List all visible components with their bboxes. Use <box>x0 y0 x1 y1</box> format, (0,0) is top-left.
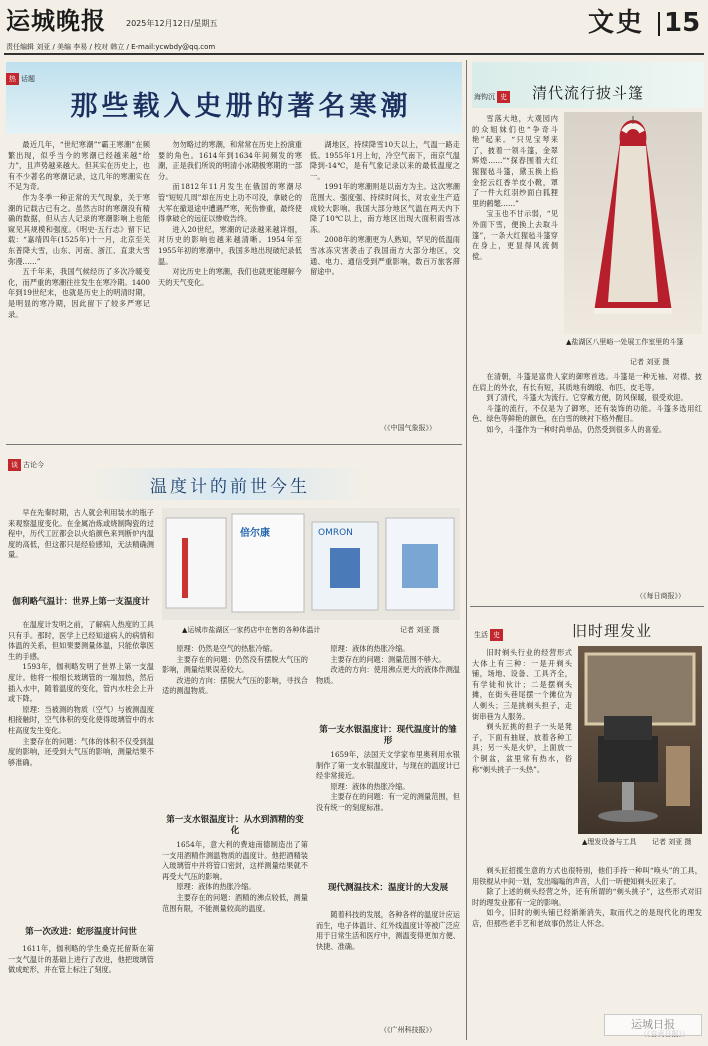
section-divider <box>658 12 660 36</box>
brand-label-2: OMRON <box>318 528 353 538</box>
paragraph: 剃头匠招揽生意的方式也很特别，他们手持一种叫“唤头”的工具，用铁棍从中间一划，发出嗡嗡的声音，人们一听便知剃头匠来了。 <box>472 866 702 886</box>
paragraph: 1654年，意大利的费迪南德制造出了第一支用酒精作测温物质的温度计。他把酒精装入玻璃管中并将管口密封，这样测量结果就不再受大气压的影响。 <box>162 840 308 881</box>
art3-colB <box>162 644 308 804</box>
art3-colC-end <box>316 910 460 1022</box>
paragraph: 1611年，伽利略的学生桑克托留斯在第一支气温计的基础上进行了改进，他把玻璃管做成蛇形，并在管上标注了刻度。 <box>8 944 154 975</box>
art3-photo-credit: 记者 刘亚 摄 <box>400 626 440 634</box>
paragraph: 如今，旧时的剃头铺已经渐渐消失，取而代之的是现代化的理发店，但那些老手艺和老故事仍然让人怀念。 <box>472 908 702 928</box>
art3-tag-char: 谈 <box>8 459 21 471</box>
art1-col2 <box>158 140 302 436</box>
art4-body-top <box>472 648 572 864</box>
paragraph: 在温度计发明之前，了解病人热度的工具只有手。那时，医学上已经知道病人的病情和体温的关系，但如果要测量体温，只能依靠医生的手感。 <box>8 620 154 661</box>
art2-tag <box>474 84 510 103</box>
art1-tag-char: 热 <box>6 73 19 85</box>
paragraph: 到了清代，斗篷大为流行。它穿戴方便，防风保暖，很受欢迎。 <box>486 393 688 403</box>
paragraph: 原理：液体的热胀冷缩。 <box>330 644 410 653</box>
art4-tag-text: 生活 <box>474 631 488 639</box>
art4-body-bottom <box>472 866 702 1026</box>
paragraph: 进入20世纪，寒潮的记录越来越详细，对历史的影响也越来越清晰。1954年至1955年初的寒潮中，我国多地出现破纪录低温。 <box>158 224 302 266</box>
art2-header <box>472 62 704 108</box>
paragraph: 原理：仍然是空气的热胀冷缩。 <box>176 644 278 653</box>
paragraph: 随着科技的发展，各种各样的温度计应运而生，电子体温计、红外线温度计等被广泛应用于日常生活和医疗中，测温变得更加方便、快捷、准确。 <box>316 910 460 951</box>
paragraph: 作为冬季一种正常的天气现象，关于寒潮的记载古已有之。虽然古时的寒潮没有精确的数据，但从古人记录的寒潮影响上也能窥见其规模和强度。《明史·五行志》留下记载：“嘉靖四年(1525年)十一月，北京至关东普降大雪，山东、河南、浙江、直隶大雪弥漫……” <box>8 192 150 266</box>
page-number: 15 <box>664 8 701 38</box>
art1-tag <box>6 66 35 85</box>
watermark-logo: 运城日报 <box>604 1014 702 1036</box>
art1-tag-text: 话题 <box>21 75 35 83</box>
art2-tag-char: 史 <box>497 91 510 103</box>
issue-date: 2025年12月12日/星期五 <box>126 19 218 28</box>
paragraph: 宝玉也不甘示弱，“见外面下雪，便换上去取斗篷”，一条大红猩毡斗篷穿在身上，更显得风流倜傥。 <box>472 209 558 261</box>
divider <box>470 606 704 607</box>
paragraph: 雪落大地，大观园内的众姐妹们也“争奇斗艳”起来。“只见宝琴来了，披着一领斗篷，金翠辉煌……”“探春围着大红猩猩毡斗篷，黛玉换上掐金挖云红香羊皮小靴，罩了一件大红羽纱面白狐狸里的鹤氅……” <box>472 114 558 208</box>
art2-body-top <box>472 114 558 350</box>
paragraph: 早在先秦时期，古人就会利用装水的瓶子来观察温度变化。在金属冶炼或烧制陶瓷的过程中，历代工匠都会以火焰颜色来判断炉内温度的高低，但这都只是经验感知，无法精确测量。 <box>8 508 154 560</box>
paragraph: 在清朝，斗篷是富贵人家的御寒首选。斗篷是一种无袖、对襟、披在肩上的外衣，有长有短，其质地有绸缎、布匹、皮毛等。 <box>472 372 702 392</box>
header-rule <box>4 53 704 55</box>
paragraph: 剃头匠挑的担子一头是凳子，下面有抽屉，放着各种工具；另一头是火炉，上面放一个铜盆，盆里常有热水，俗称“剃头挑子一头热”。 <box>472 722 572 774</box>
art3-tag <box>8 452 44 471</box>
paragraph: 1659年，法国天文学家布里奥利用水银制作了第一支水银温度计，与现在的温度计已经非常接近。 <box>316 750 460 781</box>
art1-banner <box>6 62 462 134</box>
cloak-illustration <box>564 112 702 334</box>
art4-caption: ▲理发设备与工具 <box>582 838 637 846</box>
art3-colC <box>316 644 460 722</box>
art4-tag <box>474 622 503 641</box>
art1-col3 <box>310 140 460 422</box>
art3-subhead-2: 第一次改进：蛇形温度计问世 <box>25 927 137 937</box>
paragraph: 主要存在的问题：气体的体积不仅受到温度的影响，还受到大气压的影响，测量结果不够准确。 <box>8 736 154 767</box>
paragraph: 如今，斗篷作为一种时尚单品，仍然受到很多人的喜爱。 <box>486 424 667 434</box>
art3-title: 温度计的前世今生 <box>150 477 310 497</box>
masthead: 运城晚报 <box>6 6 106 35</box>
art3-subhead-5: 现代测温技术：温度计的大发展 <box>327 883 449 893</box>
barber-chair-illustration <box>578 646 702 834</box>
paragraph: 斗篷的流行，不仅是为了御寒，还有装饰的功能。斗篷多选用红色、绿色等鲜艳的颜色，在白雪的映衬下格外醒目。 <box>472 403 702 424</box>
credits-line: 责任编辑 刘亚 / 美编 李易 / 校对 韩立 / E-mail:ycwbdy@qq.com <box>6 43 216 51</box>
art3-subhead-4: 第一支水银温度计：现代温度计的雏形 <box>319 725 457 746</box>
divider <box>466 60 467 1040</box>
barber-photo <box>578 646 702 834</box>
art3-subhead-3: 第一支水银温度计：从水到酒精的变化 <box>166 815 304 836</box>
paragraph: 最近几年，“世纪寒潮”“霸王寒潮”在频繁出现，似乎当今的寒潮已经越来越“给力”，且声势越来越大。但其实在历史上，也有不少著名的寒潮记录，这几年的寒潮实在不足为奇。 <box>8 140 150 192</box>
paragraph: 1593年，伽利略发明了世界上第一支温度计。他将一根细长玻璃管的一端加热，然后插入水中，随着温度的变化，管内水柱会上升或下降。 <box>8 662 154 704</box>
paragraph: 勿勿略过的寒潮，和常常在历史上扮演重要的角色。1614年到1634年间频发的寒潮，正是我们所说的明清小冰期极寒期的一部分。 <box>158 140 302 181</box>
brand-label-1: 倍尔康 <box>240 528 270 539</box>
paragraph: 主要存在的问题：酒精的沸点较低，测量范围有限，不能测量较高的温度。 <box>162 892 308 913</box>
paragraph: 湖地区，持续降雪10天以上，气温一路走低。1955年1月上旬，冷空气南下，南京气温降到-14℃，是有气象记录以来的最低温度之一。 <box>310 140 460 181</box>
art3-colA <box>8 620 154 920</box>
cloak-photo <box>564 112 702 334</box>
paragraph: 主要存在的问题：有一定的测量范围，但没有统一的刻度标准。 <box>316 792 460 812</box>
paragraph: 五千年来，我国气候经历了多次冷暖变化，而严重的寒潮往往发生在寒冷期。1400年到19世纪末，也就是历史上的明清时期，是明显的寒冷期，因此留下了较多严寒记录。 <box>8 267 150 319</box>
art2-tag-text: 海钩沉 <box>474 93 495 101</box>
art2-caption: ▲盐湖区八里峪一处展工作室里的斗篷 <box>566 338 684 346</box>
art2-source: （《每日商报》） <box>636 592 685 600</box>
art2-photo-credit: 记者 刘亚 摄 <box>630 358 670 366</box>
art3-colA-cont <box>8 944 154 1038</box>
art3-subhead-1: 伽利略气温计：世界上第一支温度计 <box>12 597 150 607</box>
art4-header <box>472 614 704 644</box>
divider <box>6 444 462 445</box>
paragraph: 改进的方向：使用沸点更大的液体作测温物质。 <box>316 665 460 685</box>
art1-col1 <box>8 140 150 436</box>
art4-title: 旧时理发业 <box>572 622 653 640</box>
thermometer-boxes-illustration <box>162 508 460 620</box>
paragraph: 主要存在的问题：仍然没有摆脱大气压的影响，测量结果误差较大。 <box>162 654 308 675</box>
paragraph: 原理：当被测的物质（空气）与被测温度相接触时，空气体积的变化使得玻璃管中的水柱高度发生变化。 <box>8 704 154 735</box>
art1-source: （《中国气象报》） <box>380 424 436 432</box>
thermometer-photo <box>162 508 460 620</box>
art3-colC-mid <box>316 750 460 876</box>
art2-title: 清代流行披斗篷 <box>532 84 645 102</box>
art3-tag-text: 古论今 <box>23 461 44 469</box>
art3-caption: ▲运城市盐湖区一家药店中在售的各种体温计 <box>182 626 321 634</box>
paragraph: 原理：液体的热胀冷缩。 <box>176 882 256 892</box>
paragraph: 2008年的寒潮更为人熟知，罕见的低温雨雪冰冻灾害袭击了我国南方大部分地区，交通、电力、通信受到严重影响，数百万旅客滞留途中。 <box>310 235 460 277</box>
art4-tag-char: 史 <box>490 629 503 641</box>
paragraph: 原理：液体的热胀冷缩。 <box>330 781 410 791</box>
paragraph: 除了上述的剃头经营之外，还有所谓的“剃头挑子”，这些形式对旧时的理发业都有一定的影响。 <box>472 887 702 907</box>
art2-body-bottom <box>472 372 702 588</box>
paragraph: 对比历史上的寒潮，我们也就更能理解今天的天气变化。 <box>158 267 302 287</box>
paragraph: 主要存在的问题：测量范围不够大。 <box>330 654 446 664</box>
paragraph: 而1812年11月发生在俄国的寒潮尽管“短短几周”却在历史上功不可没，拿破仑的大军在撤退途中遭遇严寒，死伤惨重，最终使得拿破仑的远征以惨败告终。 <box>158 182 302 224</box>
art4-photo-credit: 记者 刘亚 摄 <box>652 838 692 846</box>
art3-source: （《广州科技报》） <box>380 1026 436 1034</box>
art3-colB-cont <box>162 840 308 1036</box>
art1-title: 那些载入史册的著名寒潮 <box>70 91 412 122</box>
paragraph: 旧时剃头行业的经营形式大体上有三种：一是开剃头铺，场地、设备、工具齐全，有学徒和伙计；二是摆剃头摊，在街头巷尾摆一个摊位为人剃头；三是挑剃头担子，走街串巷为人服务。 <box>472 648 572 721</box>
section-title: 文史 <box>588 8 645 38</box>
paragraph: 改进的方向：摆脱大气压的影响，寻找合适的测温物质。 <box>162 675 308 696</box>
art3-intro <box>8 508 154 592</box>
paragraph: 1991年的寒潮则是以南方为主。这次寒潮范围大、强度强、持续时间长，对农业生产造成较大影响。我国大部分地区气温在两天内下降了10℃以上，南方地区出现大面积雨雪冰冻。 <box>310 182 460 234</box>
